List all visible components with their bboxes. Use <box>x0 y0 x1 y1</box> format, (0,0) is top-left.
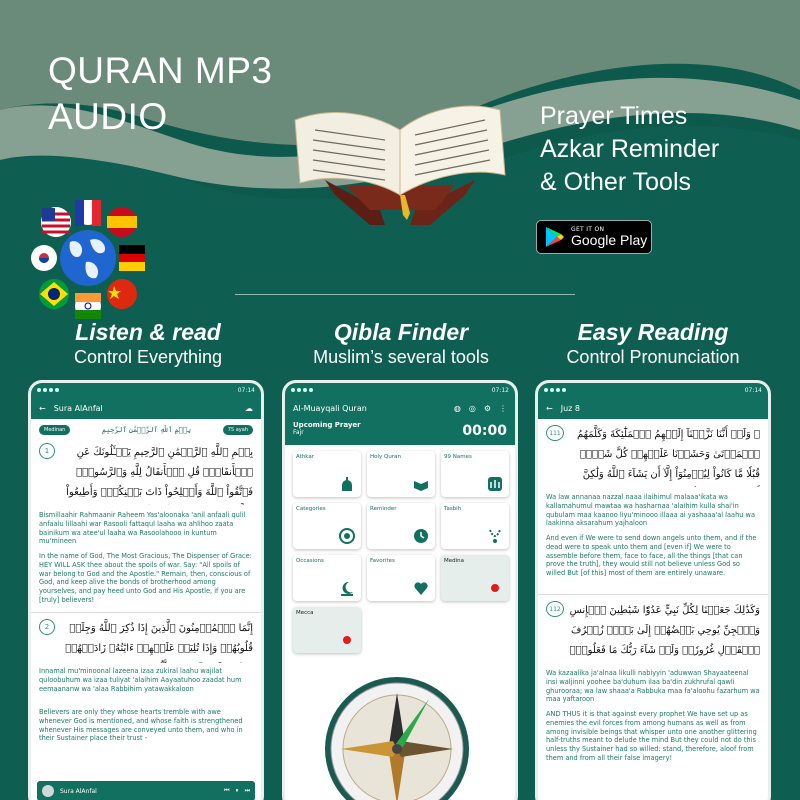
previous-icon[interactable]: ⏮ <box>224 787 230 794</box>
flag-korea-icon <box>31 245 57 271</box>
prayer-name: Fajr <box>293 429 304 436</box>
next-icon[interactable]: ⏭ <box>244 787 250 794</box>
globe-icon[interactable]: ◍ <box>453 403 461 413</box>
qibla-compass <box>323 675 471 800</box>
compass-icon[interactable]: ◎ <box>468 403 476 413</box>
back-arrow-icon[interactable]: ← <box>546 403 553 413</box>
status-icons <box>37 387 61 394</box>
flag-brazil-icon <box>39 279 69 309</box>
screen-title: Al-Muayqali Quran <box>293 403 367 413</box>
status-icons <box>544 387 568 394</box>
screen-title: Sura AlAnfal <box>53 403 103 413</box>
names-icon <box>487 476 503 492</box>
card-label: Occasions <box>296 558 324 564</box>
player-title: Sura AlAnfal <box>60 787 97 795</box>
verse-number: 111 <box>546 425 564 441</box>
verse-translation: Believers are only they whose hearts tremble with awe whenever God is mentioned, and whose faith is strengthened whenever His messages are conveyed unto them, and who in their Sustainer place their trust - <box>39 708 243 743</box>
badge-small-text: GET IT ON <box>571 226 605 233</box>
status-time: 07:14 <box>237 386 255 394</box>
verse-translation: And even if We were to send down angels unto them, and if the dead were to speak unto them and [even if] We were to assemble before them, face to face, all the things [that can prove the truth], they would still not believe unless God so willed But [of this] most of them are entirely unaware. <box>546 534 757 578</box>
flag-spain-icon <box>107 207 137 237</box>
verse-arabic: ۞ وَلَوۡ أَنَّنَا نَزَّلۡنَآ إِلَيۡهِمُ ٱلۡمَلَٰٓئِكَةَ وَكَلَّمَهُمُ ٱلۡمَوۡتَىٰ وَحَشَرۡنَا عَلَيۡهِمۡ كُلَّ شَيۡءٖ قُبُلٗا مَّا كَانُواْ لِيُؤۡمِنُوٓاْ إِلَّآ أَن يَشَآءَ ٱللَّهُ وَلَٰكِنَّ <box>577 429 760 480</box>
card-label: Holy Quran <box>370 454 401 460</box>
audio-player-bar <box>37 781 255 800</box>
verse-transliteration: Wa kazaalika ja'alnaa likulli nabiyyin 'aduwwan Shayaateenal insi waljinni yoohee ba'duhum ilaa ba'din zukhrufal qawli ghurooraa; wa law shaaa'a Rabbuka maa fa'aloohu fazarhum wa maa yaftaroon <box>546 669 760 704</box>
verse-translation: In the name of God, The Most Gracious, The Dispenser of Grace: HEY WILL ASK thee about the spoils of war. Say: "All spoils of war belong to God and the Apostle." Remain, then, conscious of God, and keep alive the bonds of brotherhood among yourselves, and pay heed unto God and His Apostle, if you are [truly] believers! <box>39 552 252 604</box>
card-99-names[interactable] <box>441 451 509 497</box>
status-time: 07:12 <box>491 386 509 394</box>
card-tasbih[interactable] <box>441 503 509 549</box>
hero-title <box>48 48 272 140</box>
card-label: Categories <box>296 506 326 512</box>
feature-subheading: Control Everything <box>73 347 223 367</box>
flag-india-icon <box>75 293 101 319</box>
feature-easy-reading <box>523 318 783 368</box>
card-label: Mecca <box>296 610 314 616</box>
clock-icon <box>413 528 429 544</box>
verse-number: 1 <box>39 443 55 459</box>
feature-heading: Qibla Finder <box>333 319 469 345</box>
google-play-icon <box>545 226 565 248</box>
badge-big-text: Google Play <box>571 232 648 248</box>
bismillah-text: بِسۡمِ ٱللَّهِ ٱلرَّحۡمَٰنِ ٱلرَّحِيمِ <box>102 426 192 434</box>
feature-subheading: Muslim’s several tools <box>313 347 489 367</box>
phone-screen-listen <box>28 380 264 800</box>
card-label: 99 Names <box>444 454 472 460</box>
card-label: Medina <box>444 558 465 564</box>
card-favorites[interactable] <box>367 555 435 601</box>
status-icons <box>291 387 315 394</box>
quran-icon <box>413 476 429 492</box>
feature-line-prayer-times: Prayer Times <box>540 102 688 130</box>
flag-usa-icon <box>41 207 71 237</box>
card-label: Athkar <box>296 454 315 460</box>
revelation-chip: Medinan <box>39 425 70 435</box>
card-label: Favorites <box>370 558 395 564</box>
download-cloud-icon[interactable]: ☁ <box>245 403 253 413</box>
card-label: Tasbih <box>444 506 462 512</box>
verse-translation: AND THUS it is that against every prophet We have set up as enemies the evil forces from among humans as well as from among invisible beings that whisper unto one another glittering half-truths meant to delude the mind But they could not do this unless thy Sustainer had so willed: stand, therefore, aloof from them and from all their false imagery! <box>546 710 757 762</box>
card-reminder[interactable] <box>367 503 435 549</box>
verse-transliteration: Innamal mu'minoonal lazeena izaa zukiral laahu wajilat quloobuhum wa izaa tuliyat 'alaihim Aayaatuhoo zaadat hum eemaananw wa 'alaa Rabbihim yatawakkaloon <box>39 667 242 693</box>
hero-title-line1: QURAN MP3 <box>48 50 273 91</box>
gear-icon[interactable]: ⚙ <box>483 403 491 413</box>
quran-book-image <box>285 85 515 225</box>
language-flags-globe <box>28 200 148 320</box>
upcoming-prayer-label: Upcoming Prayer <box>293 421 361 429</box>
card-medina[interactable] <box>441 555 509 601</box>
heart-icon <box>413 580 429 596</box>
categories-icon <box>339 528 355 544</box>
verse-number: 112 <box>546 601 564 617</box>
verse-arabic: بِسۡمِ ٱللَّهِ ٱلرَّحۡمَٰنِ ٱلرَّحِيمِ يَسۡـَٔلُونَكَ عَنِ ٱلۡأَنفَالِۖ قُلِ ٱلۡأَنفَالُ لِلَّهِ وَٱلرَّسُولِۖ فَٱتَّقُواْ ٱللَّهَ وَأَصۡلِحُواْ ذَاتَ بَيۡنِكُمۡۖ وَأَطِيعُواْ <box>66 447 253 498</box>
reciter-avatar <box>42 785 54 797</box>
crescent-icon <box>339 580 355 596</box>
tasbih-icon <box>487 528 503 544</box>
flag-france-icon <box>75 200 101 226</box>
section-divider <box>235 294 575 295</box>
card-label: Reminder <box>370 506 397 512</box>
more-icon[interactable]: ⋮ <box>499 403 507 413</box>
back-arrow-icon[interactable]: ← <box>39 403 46 413</box>
feature-listen-read <box>18 318 278 368</box>
feature-heading: Listen & read <box>75 319 221 345</box>
status-time: 07:14 <box>744 386 762 394</box>
phone-screen-tools <box>282 380 518 800</box>
mosque-icon <box>339 476 355 492</box>
phone-screen-reading <box>535 380 771 800</box>
feature-line-other-tools: & Other Tools <box>540 168 692 196</box>
pause-icon[interactable]: ⏸ <box>235 787 239 794</box>
verse-transliteration: Wa law annanaa nazzal naaa ilaihimul malaaa'ikata wa kallamahumul mawtaa wa hasharnaa 'alaihim kulla shai'in qubulam maa kaanoo liyu'minooo illaaa ai yashaaa'al laahu wa laakinna aksarahum yajhaloon <box>546 493 755 528</box>
card-categories[interactable] <box>293 503 361 549</box>
card-athkar[interactable] <box>293 451 361 497</box>
google-play-badge[interactable] <box>536 220 652 254</box>
verse-arabic: وَكَذَٰلِكَ جَعَلۡنَا لِكُلِّ نَبِيٍّ عَدُوّٗا شَيَٰطِينَ ٱلۡإِنسِ وَٱلۡجِنِّ يُوحِي بَعۡضُهُمۡ إِلَىٰ بَعۡضٖ زُخۡرُفَ ٱلۡقَوۡلِ غُرُورٗاۚ وَلَوۡ شَآءَ رَبُّكَ مَا فَعَلُوهُۖ <box>569 605 760 656</box>
feature-heading: Easy Reading <box>577 319 729 345</box>
card-holy-quran[interactable] <box>367 451 435 497</box>
verse-number: 2 <box>39 619 55 635</box>
ayah-count-chip: 75 ayah <box>223 425 253 435</box>
feature-line-azkar: Azkar Reminder <box>540 135 720 163</box>
card-mecca[interactable] <box>293 607 361 653</box>
features-text <box>540 100 719 199</box>
hero-title-line2: AUDIO <box>48 96 168 137</box>
flag-china-icon <box>107 279 137 309</box>
flag-germany-icon <box>119 245 145 271</box>
verse-transliteration: Bismillaahir Rahmaanir Raheem Yas'aloonaka 'anil anfaali qulil anfaalu lillaahi war Rasooli fattaqul laaha wa ahlihoo zaata bainikum wa atee'ul laaha wa Rasoolahooo in kuntum mu'mineen <box>39 511 246 546</box>
upcoming-prayer-panel <box>285 419 515 445</box>
record-dot-icon <box>487 580 503 596</box>
card-occasions[interactable] <box>293 555 361 601</box>
record-dot-icon <box>339 632 355 648</box>
feature-subheading: Control Pronunciation <box>566 347 740 367</box>
prayer-countdown: 00:00 <box>462 423 507 439</box>
feature-qibla-finder <box>271 318 531 368</box>
verse-arabic: إِنَّمَا ٱلۡمُؤۡمِنُونَ ٱلَّذِينَ إِذَا ذُكِرَ ٱللَّهُ وَجِلَتۡ قُلُوبُهُمۡ وَإِذَا تُلِيَتۡ عَلَيۡهِمۡ ءَايَٰتُهُۥ زَادَتۡهُمۡ <box>65 623 253 654</box>
screen-title: Juz 8 <box>560 403 580 413</box>
